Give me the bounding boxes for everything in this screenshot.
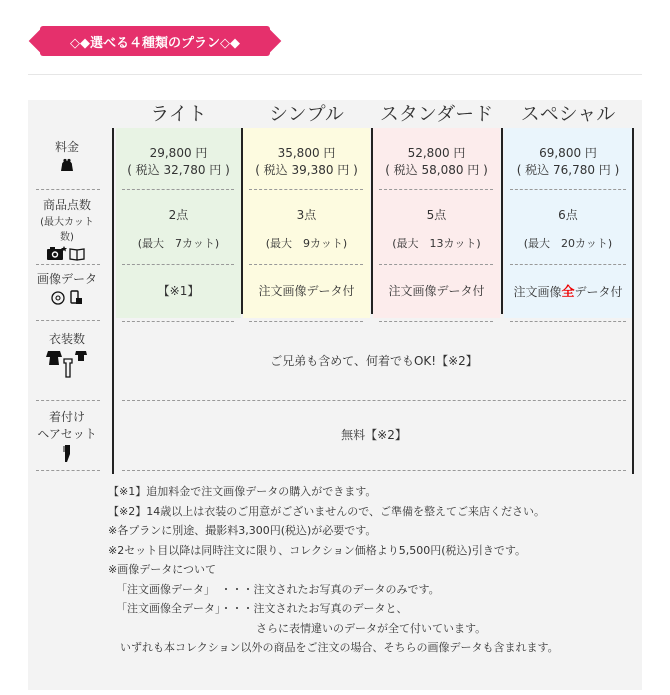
row-divider	[36, 264, 100, 265]
column-divider	[112, 128, 114, 474]
note-7: 「注文画像全データ」・・・注文されたお写真のデータと、	[116, 602, 408, 615]
row-divider	[36, 189, 100, 190]
plan-name-light: ライト	[150, 103, 207, 125]
data-cell-standard: 注文画像データ付	[388, 284, 485, 298]
purse-icon	[34, 157, 100, 177]
kimono-icon	[34, 349, 100, 383]
note-8: さらに表情違いのデータが全て付いています。	[256, 621, 487, 635]
data-text-highlight: 全	[561, 285, 575, 300]
price-cell-light	[116, 144, 241, 178]
data-label: 画像データ	[36, 272, 97, 286]
price-cell-special	[504, 144, 632, 178]
price-value: 35,800 円	[277, 146, 336, 160]
cuts-count: (最大 7カット)	[137, 237, 220, 250]
items-sub-label: (最大カット数)	[40, 217, 94, 243]
data-text-post: データ付	[574, 285, 623, 299]
row-divider	[510, 321, 626, 322]
row-divider	[249, 264, 363, 265]
items-count: 6点	[558, 208, 578, 222]
data-cell-light: 【※1】	[157, 284, 200, 298]
items-cell-simple	[243, 206, 370, 251]
note-6: 「注文画像データ」 ・・・注文されたお写真のデータのみです。	[116, 582, 440, 596]
items-label: 商品点数	[42, 198, 91, 212]
items-cell-standard	[373, 206, 500, 251]
row-label-costume	[34, 330, 100, 383]
note-2: 【※2】14歳以上は衣装のご用意がございませんので、ご準備を整えてご来店ください。	[108, 504, 545, 518]
dressing-label-2: ヘアセット	[37, 427, 97, 441]
row-divider	[36, 470, 100, 471]
price-label: 料金	[54, 140, 79, 154]
costume-label: 衣装数	[48, 332, 85, 346]
price-value: 29,800 円	[149, 146, 208, 160]
row-divider	[510, 189, 626, 190]
row-label-items	[34, 196, 100, 265]
items-cell-special	[504, 206, 632, 251]
price-tax: ( 税込 39,380 円 )	[255, 163, 358, 177]
row-divider	[122, 189, 234, 190]
costume-cell: ご兄弟も含めて、何着でもOK!【※2】	[270, 354, 478, 368]
items-cell-light	[116, 206, 241, 251]
camera-album-icon	[34, 245, 100, 265]
plan-name-special: スペシャル	[520, 103, 616, 125]
dressing-cell: 無料【※2】	[341, 428, 407, 442]
row-divider	[379, 189, 493, 190]
note-4: ※2セット目以降は同時注文に限り、コレクション価格より5,500円(税込)引きです。	[108, 543, 526, 557]
price-tax: ( 税込 58,080 円 )	[385, 163, 488, 177]
plan-name-standard: スタンダード	[379, 103, 494, 125]
note-9: いずれも本コレクション以外の商品をご注文の場合、そちらの画像データも含まれます。	[120, 641, 559, 654]
row-divider	[122, 264, 234, 265]
price-cell-standard	[373, 144, 500, 178]
row-divider	[379, 321, 493, 322]
price-cell-simple	[243, 144, 370, 178]
items-count: 2点	[168, 208, 189, 222]
cuts-count: (最大 13カット)	[392, 237, 481, 250]
cuts-count: (最大 20カット)	[523, 237, 613, 250]
note-5: ※画像データについて	[108, 563, 216, 576]
plan-name-simple: シンプル	[269, 103, 344, 125]
price-value: 69,800 円	[539, 146, 597, 160]
items-count: 5点	[426, 208, 447, 222]
row-divider	[36, 400, 100, 401]
row-label-data	[34, 270, 100, 309]
note-1: 【※1】追加料金で注文画像データの購入ができます。	[108, 485, 377, 498]
notes	[108, 482, 628, 658]
plan-banner	[40, 26, 270, 56]
row-divider	[122, 470, 626, 471]
row-label-price	[34, 138, 100, 177]
row-divider	[122, 400, 626, 401]
price-tax: ( 税込 76,780 円 )	[516, 163, 620, 177]
data-cell-special	[504, 281, 632, 300]
row-divider	[249, 189, 363, 190]
row-divider	[510, 264, 626, 265]
column-divider	[632, 128, 634, 474]
cuts-count: (最大 9カット)	[265, 237, 348, 250]
column-divider	[501, 128, 503, 314]
items-count: 3点	[296, 208, 317, 222]
disc-phone-icon	[34, 289, 100, 309]
price-tax: ( 税込 32,780 円 )	[127, 163, 230, 177]
data-text-pre: 注文画像	[513, 285, 562, 299]
dressing-label-1: 着付け	[48, 410, 85, 424]
row-divider	[36, 320, 100, 321]
banner-text: ◇◆選べる４種類のプラン◇◆	[70, 35, 240, 51]
price-value: 52,800 円	[407, 146, 466, 160]
row-divider	[379, 264, 493, 265]
row-divider	[122, 321, 234, 322]
divider	[28, 74, 642, 75]
row-divider	[249, 321, 363, 322]
row-label-dressing	[34, 408, 100, 468]
note-3: ※各プランに別途、撮影料3,300円(税込)が必要です。	[108, 524, 377, 537]
plan-table	[28, 100, 642, 690]
data-cell-simple: 注文画像データ付	[258, 284, 355, 298]
comb-icon	[34, 444, 100, 468]
